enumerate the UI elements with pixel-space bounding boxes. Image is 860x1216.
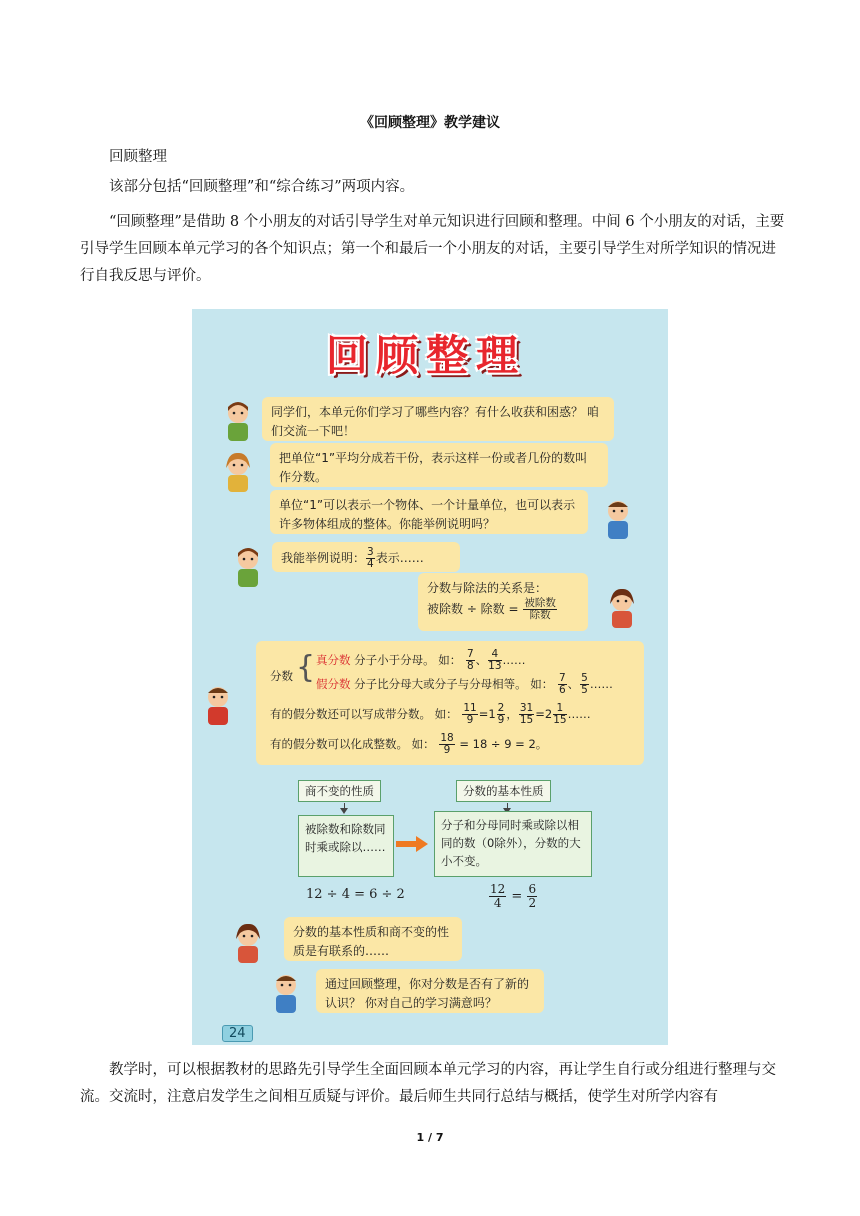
- integer-row: 有的假分数可以化成整数。 如： $\frac{18}{9}$ = 18 ÷ 9 = 2。: [270, 732, 548, 756]
- label-quotient-property: 商不变的性质: [298, 780, 381, 802]
- paragraph-3: 教学时，可以根据教材的思路先引导学生全面回顾本单元学习的内容，再让学生自行或分组进行整理与交流。交流时，注意启发学生之间相互质疑与评价。最后师生共同行总结与概括，使学生对所学内容有: [80, 1062, 776, 1105]
- fenshu-label: 分数: [270, 669, 293, 683]
- dialogue-bubble-6: 分数的基本性质和商不变的性质是有联系的……: [284, 917, 462, 961]
- page-footer: 1 / 7: [416, 1131, 444, 1144]
- brace: {: [296, 650, 316, 685]
- dialogue-bubble-3: 单位“1”可以表示一个物体、一个计量单位，也可以表示许多物体组成的整体。你能举例说明吗？: [270, 490, 588, 534]
- dialogue-bubble-2: 把单位“1”平均分成若干份，表示这样一份或者几份的数叫作分数。: [270, 443, 608, 487]
- dialogue-bubble-7: 通过回顾整理，你对分数是否有了新的认识？ 你对自己的学习满意吗？: [316, 969, 544, 1013]
- kid-avatar-4: [228, 545, 268, 589]
- division-fraction: $\frac{\text{被除数}}{\text{除数}}$: [524, 597, 556, 621]
- dialogue-bubble-1: 同学们，本单元你们学习了哪些内容？有什么收获和困惑？ 咱们交流一下吧！: [262, 397, 614, 441]
- section-heading: 回顾整理: [109, 149, 167, 165]
- kid-avatar-8: [266, 971, 306, 1015]
- dialogue-bubble-4: 我能举例说明： $\frac{3}{4}$ 表示……: [272, 542, 460, 572]
- fraction-summary-bubble: [256, 641, 644, 765]
- textbook-figure: [192, 309, 668, 1045]
- improper-row: 假分数 分子比分母大或分子与分母相等。 如： $\frac{7}{6}$ 、 $\frac{5}{5}$ ……: [316, 672, 613, 696]
- mixed-row: 有的假分数还可以写成带分数。 如： $\frac{11}{9}$ =1 $\frac{2}{9}$ ， $\frac{31}{15}$ =2 $\frac{1}{15}$ ……: [270, 702, 591, 726]
- paragraph-2: “回顾整理”是借助 8 个小朋友的对话引导学生对单元知识进行回顾和整理。中间 6 个小朋友的对话，主要引导学生回顾本单元学习的各个知识点；第一个和最后一个小朋友的对话，主要引导学生对所学知识的情况进行自我反思与评价。: [80, 214, 785, 284]
- document-title: 《回顾整理》教学建议: [360, 115, 500, 131]
- kid-avatar-3: [598, 497, 638, 541]
- equation-quotient: 12 ÷ 4 = 6 ÷ 2: [306, 887, 405, 902]
- proper-row: 真分数 分子小于分母。 如： $\frac{7}{8}$ 、 $\frac{4}{13}$ ……: [316, 648, 526, 672]
- kid-avatar-5: [602, 586, 642, 630]
- label-fraction-basic-property: 分数的基本性质: [456, 780, 551, 802]
- fraction-three-quarters: $\frac{3}{4}$: [367, 546, 374, 570]
- box-quotient-property: 被除数和除数同时乘或除以……: [298, 815, 394, 877]
- orange-arrow-shaft: [396, 841, 418, 847]
- figure-title: 回顾整理: [326, 331, 527, 380]
- kid-avatar-1: [218, 399, 258, 443]
- dialogue-bubble-5: 分数与除法的关系是： 被除数 ÷ 除数 = $\frac{\text{被除数}}{\text{除数}}$: [418, 573, 588, 631]
- equation-fraction: $\frac{12}{4}$ = $\frac{6}{2}$: [490, 882, 537, 910]
- box-fraction-basic-property: 分子和分母同时乘或除以相同的数（0除外），分数的大小不变。: [434, 811, 592, 877]
- arrow-head-left: [340, 808, 348, 814]
- kid-avatar-2: [218, 450, 258, 494]
- kid-avatar-7: [228, 921, 268, 965]
- paragraph-1: 该部分包括“回顾整理”和“综合练习”两项内容。: [109, 179, 415, 195]
- figure-page-number: 24: [222, 1025, 253, 1042]
- kid-avatar-6: [198, 683, 238, 727]
- orange-arrow-head: [416, 836, 428, 852]
